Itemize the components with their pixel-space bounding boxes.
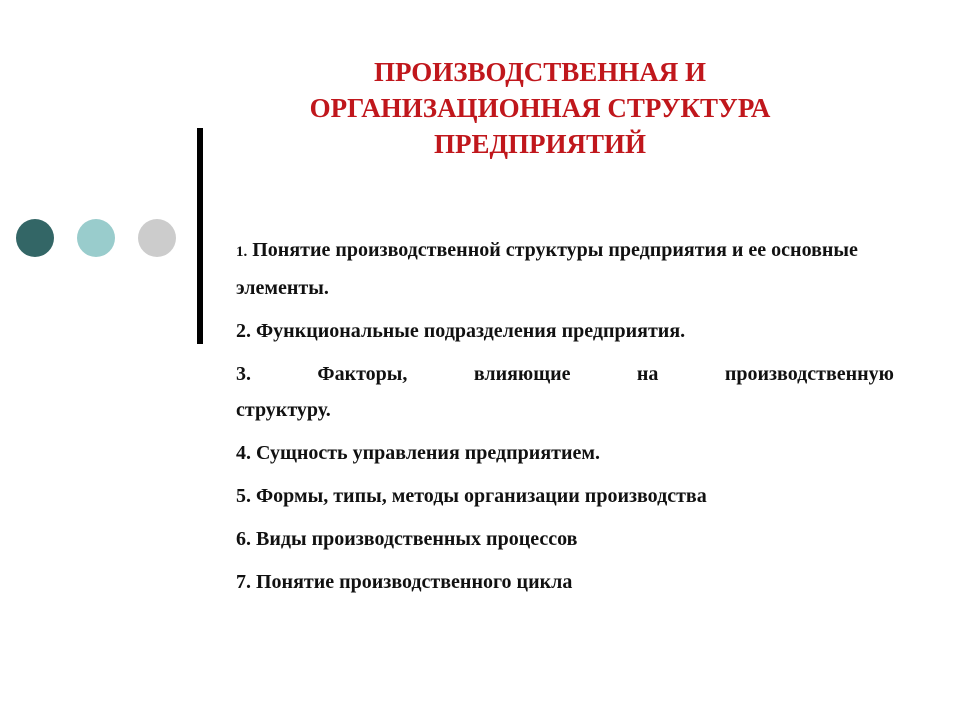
item-text: Формы, типы, методы организации производства — [256, 485, 707, 507]
list-item — [236, 521, 894, 557]
item-text: Виды производственных процессов — [256, 528, 578, 550]
slide-title — [250, 54, 830, 162]
vertical-divider — [197, 128, 203, 344]
item-text: Функциональные подразделения предприятия. — [256, 320, 686, 342]
decor-circle-dark-teal — [16, 219, 54, 257]
list-item — [236, 356, 894, 428]
item-text: Понятие производственной структуры предприятия и ее основные элементы. — [236, 239, 858, 299]
item-number: 3. — [236, 363, 251, 385]
list-item — [236, 435, 894, 471]
title-line: ПРЕДПРИЯТИЙ — [433, 129, 647, 159]
decor-circle-light-teal — [77, 219, 115, 257]
item-number: 6. — [236, 528, 251, 550]
list-item — [236, 232, 894, 306]
item-word: Факторы, — [317, 363, 408, 385]
topic-list — [236, 232, 894, 600]
item-number: 7. — [236, 571, 251, 593]
list-item — [236, 564, 894, 600]
item-justified-row — [236, 356, 894, 392]
item-number: 2. — [236, 320, 251, 342]
item-number: 4. — [236, 442, 251, 464]
item-word: влияющие — [473, 363, 571, 385]
item-text: Понятие производственного цикла — [256, 571, 573, 593]
item-word: производственную — [724, 363, 894, 385]
list-item — [236, 313, 894, 349]
item-text-continuation: структуру. — [236, 399, 331, 421]
item-number: 1. — [236, 244, 248, 260]
item-number: 5. — [236, 485, 251, 507]
list-item — [236, 478, 894, 514]
decor-circle-gray — [138, 219, 176, 257]
item-text: Сущность управления предприятием. — [256, 442, 600, 464]
title-line: ПРОИЗВОДСТВЕННАЯ И — [373, 57, 707, 87]
item-word: на — [636, 363, 659, 385]
title-line: ОРГАНИЗАЦИОННАЯ СТРУКТУРА — [309, 93, 771, 123]
